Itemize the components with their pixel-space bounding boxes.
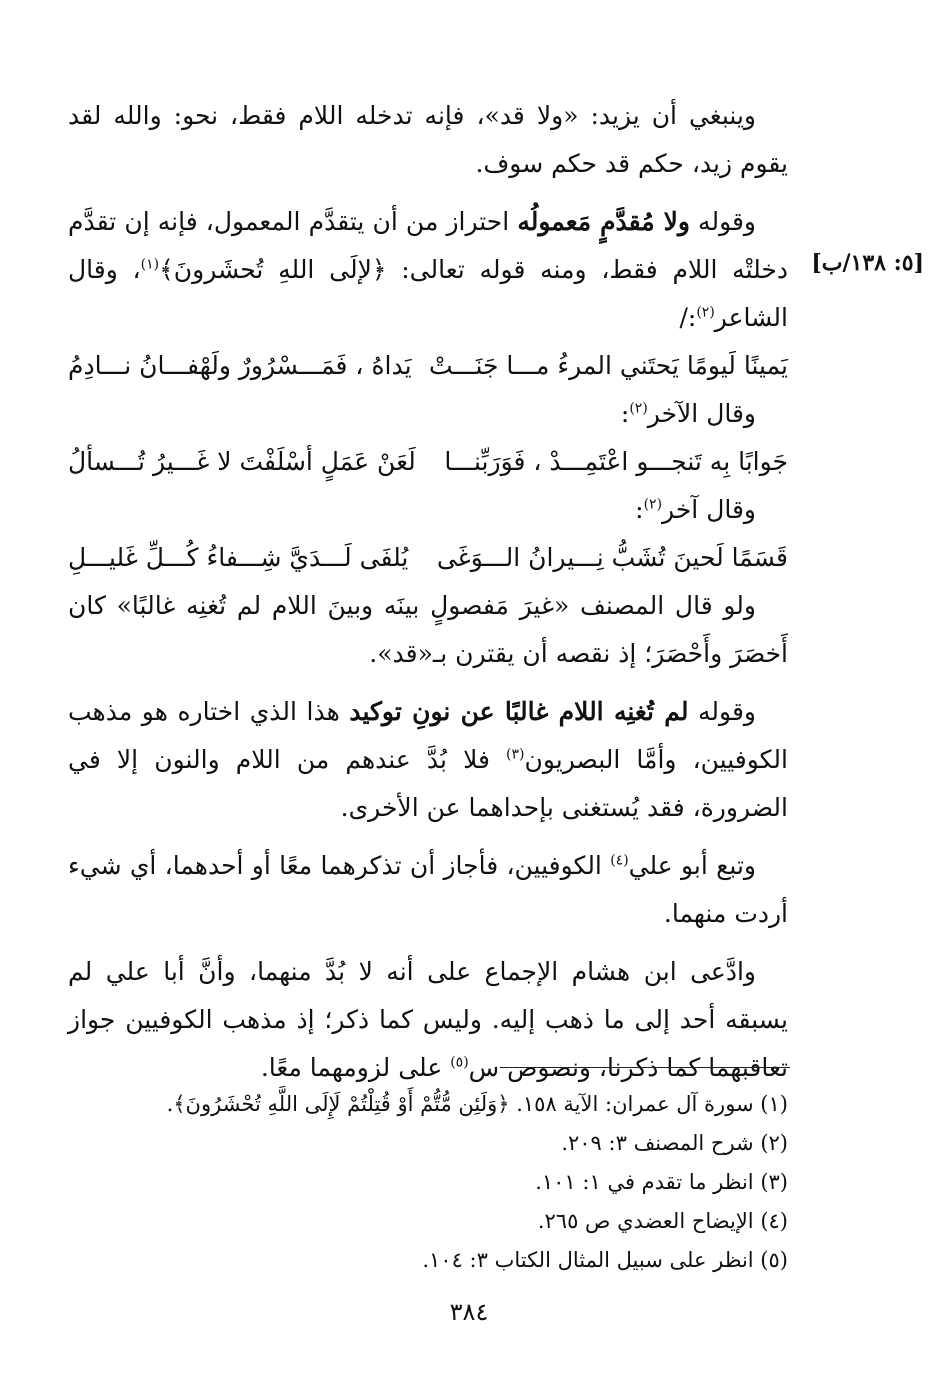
footnote-ref-4[interactable]: (٤) <box>610 852 629 869</box>
paragraph-6 <box>68 948 788 1092</box>
p6-rest: على لزومهما معًا. <box>260 1053 451 1082</box>
footnote-divider <box>500 1067 790 1068</box>
p4-lead: وقوله <box>688 697 756 726</box>
footnotes <box>120 1085 788 1280</box>
footnote-3: (٣) انظر ما تقدم في ١: ١٠١. <box>535 1170 788 1194</box>
footnote-1: (١) سورة آل عمران: الآية ١٥٨. ﴿وَلَئِن مُّتُّمْ أَوْ قُتِلْتُمْ لَإِلَى اللَّهِ تُحْشَرُونَ﴾. <box>166 1092 788 1116</box>
verse-2-hemistich-2: لَعَنْ عَمَلٍ أسْلَفْتَ لا غَـــيرُ تُـــسألُ <box>68 447 416 476</box>
footnote-2: (٢) شرح المصنف ٣: ٢٠٩. <box>561 1131 788 1155</box>
footnote-ref-1[interactable]: (١) <box>140 256 160 273</box>
p4-rest2: فلا بُدَّ عندهم من اللام والنون إلا في الضرورة، فقد يُستغنى بإحداهما عن الأخرى. <box>68 745 788 822</box>
p5-rest: الكوفيين، فأجاز أن تذكرهما معًا أو أحدهما، أي شيء أردت منهما. <box>68 851 788 928</box>
verse-1-hemistich-1: يَمينًا لَيومًا يَحتَني المرءُ مـــا جَنَـــتْ <box>428 351 788 380</box>
verse-2 <box>68 438 788 486</box>
footnote-ref-5[interactable]: (٥) <box>450 1054 469 1071</box>
verse-3 <box>68 534 788 582</box>
paragraph-2 <box>68 198 788 342</box>
intro-2-colon: : <box>620 399 630 428</box>
manuscript-folio-marker: [٥: ١٣٨/ب] <box>811 250 924 276</box>
p2-bold-quote: ولا مُقدَّمٍ مَعمولُه <box>517 207 690 236</box>
page-number: ٣٨٤ <box>449 1298 489 1326</box>
footnote-ref-2[interactable]: (٢) <box>696 304 715 321</box>
footnote-5: (٥) انظر على سبيل المثال الكتاب ٣: ١٠٤. <box>422 1248 788 1272</box>
verse-1-hemistich-2: يَداهُ ، فَمَـــسْرُورٌ ولَهْفـــانُ نـــادِمُ <box>68 351 412 380</box>
p6-lead: وادَّعى ابن هشام الإجماع على أنه لا بُدَّ منهما، وأنَّ أبا علي لم يسبقه أحد إلى ما ذهب إليه. وليس كما ذكر؛ إذ مذهب الكوفيين جواز تعاقبهما كما ذكرنا، ونصوص س <box>68 957 788 1082</box>
verse-1 <box>68 342 788 390</box>
paragraph-3: ولو قال المصنف «غيرَ مَفصولٍ بينَه وبينَ اللام لم تُغنِه غالبًا» كان أَخصَرَ وأَحْصَرَ؛ إذ نقصه أن يقترن بـ«قد». <box>68 591 788 668</box>
footnote-ref-2c[interactable]: (٢) <box>643 496 663 513</box>
footnote-4: (٤) الإيضاح العضدي ص ٢٦٥. <box>537 1209 788 1233</box>
footnote-ref-2b[interactable]: (٢) <box>629 400 648 417</box>
paragraph-1: وينبغي أن يزيد: «ولا قد»، فإنه تدخله اللام فقط، نحو: والله لقد يقوم زيد، حكم قد حكم سوف. <box>68 101 788 178</box>
verse-3-hemistich-1: قَسَمًا لَحينَ تُشَبُّ نِـــيرانُ الـــوَغَى <box>436 543 788 572</box>
intro-3-colon: : <box>635 495 644 524</box>
verse-2-hemistich-1: جَوابًا بِه تَنجـــو اعْتَمِـــدْ ، فَوَرَبِّنـــا <box>444 447 788 476</box>
footnote-ref-3[interactable]: (٣) <box>506 746 525 763</box>
verse-3-hemistich-2: يُلفَى لَـــدَيَّ شِـــفاءُ كُـــلِّ غَليـــلِ <box>68 543 409 572</box>
paragraph-4 <box>68 688 788 832</box>
paragraph-5 <box>68 842 788 938</box>
intro-3-text: وقال آخر <box>662 495 756 524</box>
p2-lead: وقوله <box>689 207 757 236</box>
p2-rest3: :/ <box>679 303 697 332</box>
verse-2-intro <box>68 390 788 438</box>
p5-lead: وتبع أبو علي <box>628 851 756 880</box>
p4-bold-quote: لم تُغنِه اللام غالبًا عن نونِ توكيد <box>349 697 689 726</box>
p4-rest: هذا الذي اختاره هو مذهب الكوفيين، وأمَّا البصريون <box>68 697 788 774</box>
p2-rest2: ، وقال الشاعر <box>68 255 788 332</box>
intro-2-text: وقال الآخر <box>647 399 756 428</box>
p2-rest: احتراز من أن يتقدَّم المعمول، فإنه إن تقدَّم دخلتْه اللام فقط، ومنه قوله تعالى: ﴿لإلَى اللهِ تُحشَرونَ﴾ <box>68 207 788 284</box>
main-text <box>68 92 788 1092</box>
verse-3-intro <box>68 486 788 534</box>
